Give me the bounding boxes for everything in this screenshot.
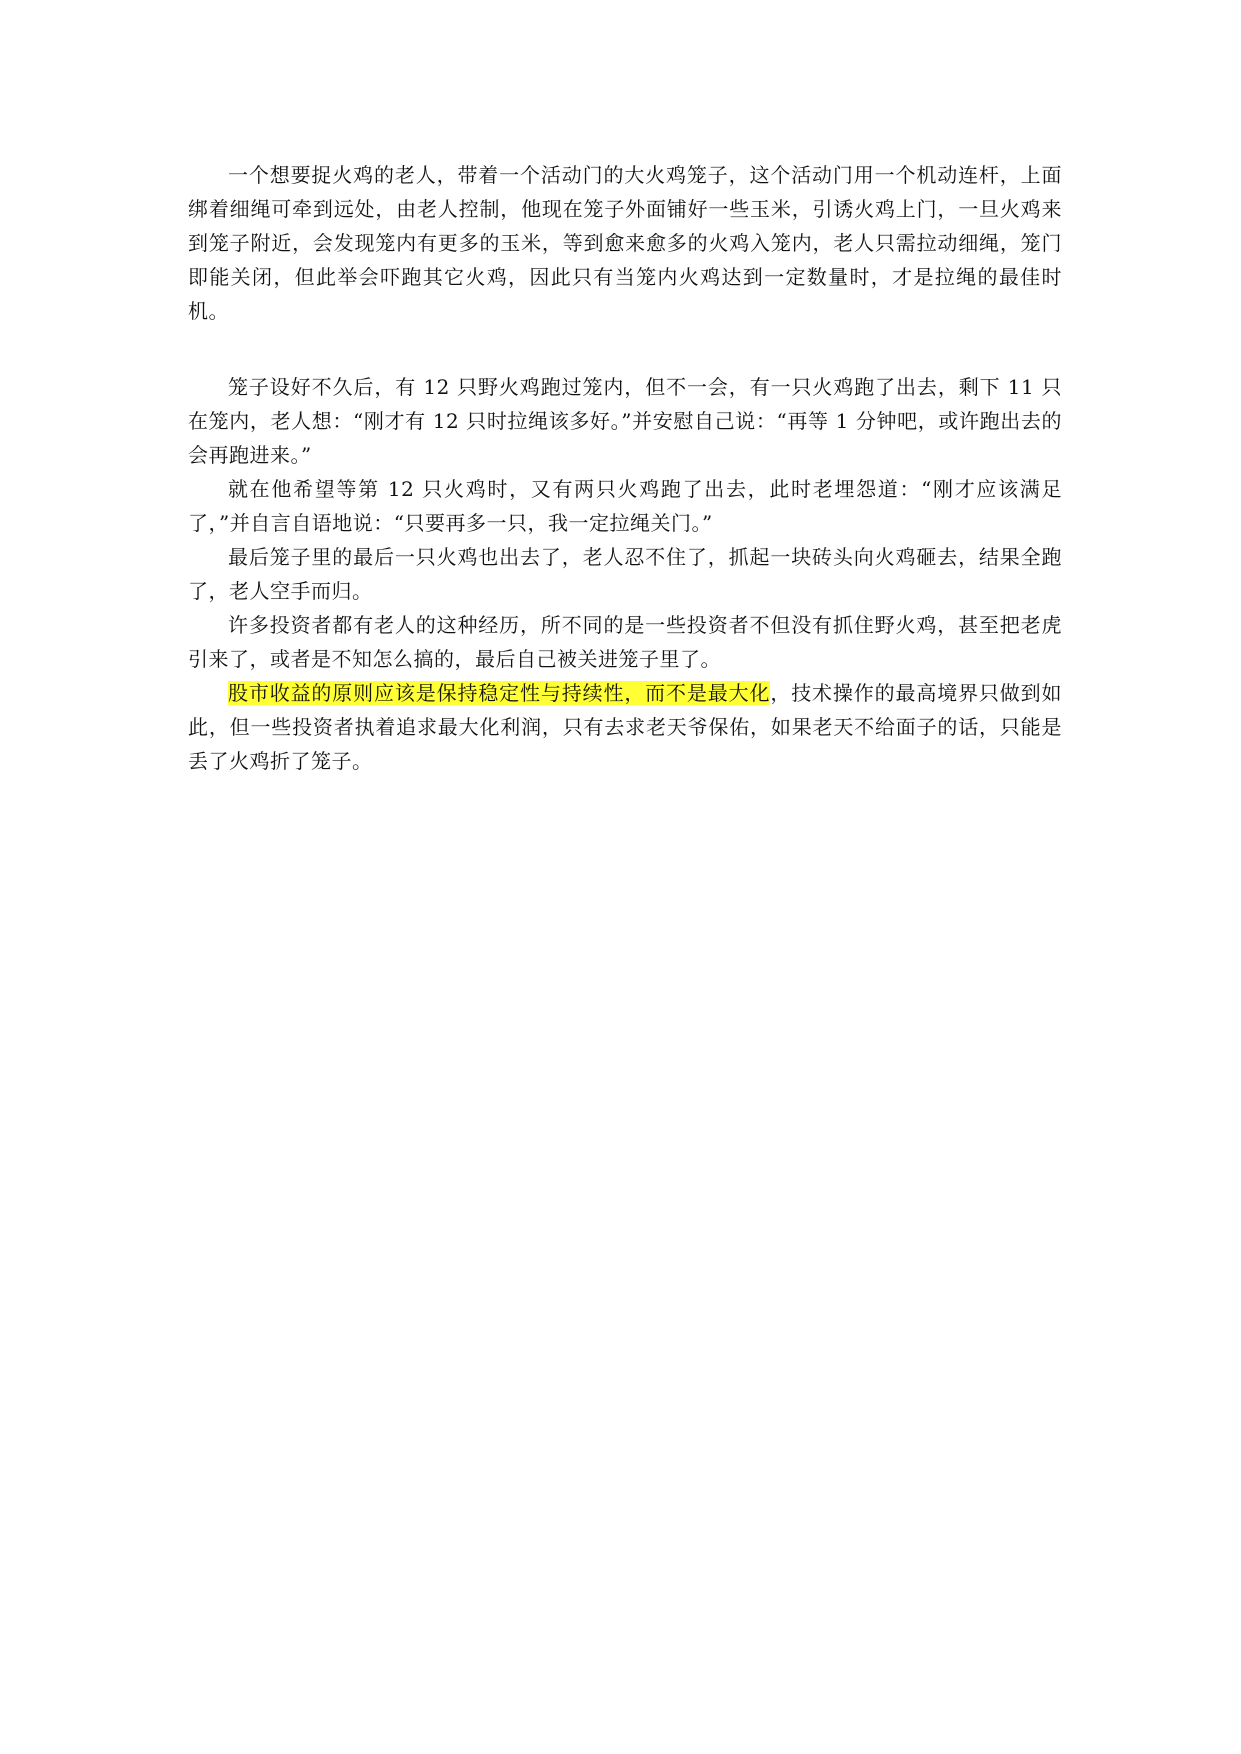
paragraph-two-escape: 就在他希望等第 12 只火鸡时，又有两只火鸡跑了出去，此时老埋怨道：“刚才应该满足了，”并自言自语地说：“只要再多一只，我一定拉绳关门。” xyxy=(188,477,1062,535)
paragraph-conclusion xyxy=(188,676,1062,778)
paragraph-investors: 许多投资者都有老人的这种经历，所不同的是一些投资者不但没有抓住野火鸡，甚至把老虎引来了，或者是不知怎么搞的，最后自己被关进笼子里了。 xyxy=(188,613,1062,671)
document-page xyxy=(188,158,1062,778)
paragraph-twelve-turkeys: 笼子设好不久后，有 12 只野火鸡跑过笼内，但不一会，有一只火鸡跑了出去，剩下 11 只在笼内，老人想：“刚才有 12 只时拉绳该多好。”并安慰自己说：“再等 1 分钟吧，或许跑出去的会再跑进来。” xyxy=(188,375,1062,467)
conclusion-text: ，技术操作的最高境界只做到如此，但一些投资者执着追求最大化利润，只有去求老天爷保佑，如果老天不给面子的话，只能是丢了火鸡折了笼子。 xyxy=(188,681,1063,773)
paragraph-intro: 一个想要捉火鸡的老人，带着一个活动门的大火鸡笼子，这个活动门用一个机动连杆，上面绑着细绳可牵到远处，由老人控制，他现在笼子外面铺好一些玉米，引诱火鸡上门，一旦火鸡来到笼子附近，会发现笼内有更多的玉米，等到愈来愈多的火鸡入笼内，老人只需拉动细绳，笼门即能关闭，但此举会吓跑其它火鸡，因此只有当笼内火鸡达到一定数量时，才是拉绳的最佳时机。 xyxy=(188,163,1062,323)
paragraph-last-turkey: 最后笼子里的最后一只火鸡也出去了，老人忍不住了，抓起一块砖头向火鸡砸去，结果全跑了，老人空手而归。 xyxy=(188,545,1062,603)
highlighted-principle: 股市收益的原则应该是保持稳定性与持续性，而不是最大化 xyxy=(228,681,771,705)
